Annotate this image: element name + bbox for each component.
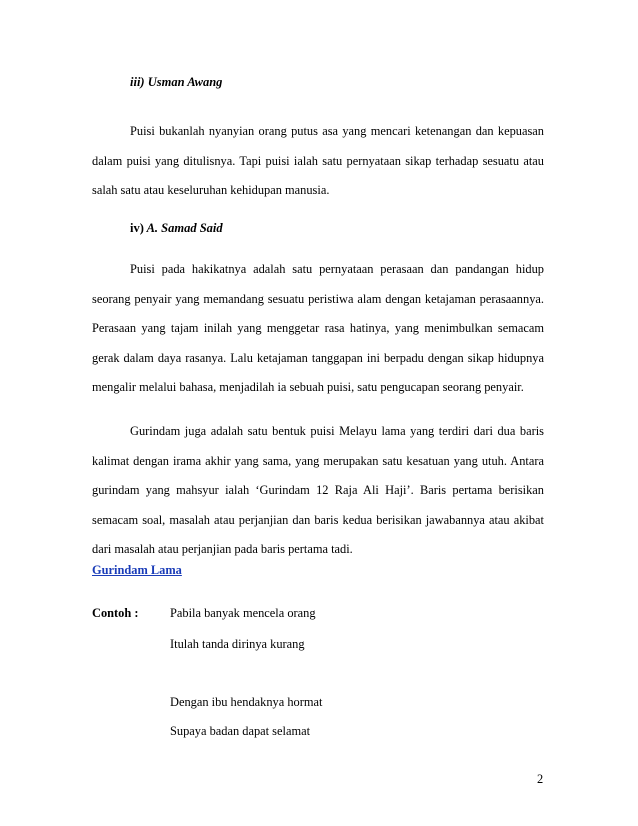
gurindam-lama-link[interactable]: Gurindam Lama: [92, 563, 182, 577]
paragraph-usman-awang: Puisi bukanlah nyanyian orang putus asa yang mencari ketenangan dan kepuasan dalam puisi yang ditulisnya. Tapi puisi ialah satu pernyataan sikap terhadap sesuatu atau salah satu atau keseluruhan kehidupan manusia.: [92, 124, 544, 197]
contoh-label: Contoh :: [92, 606, 139, 620]
section-heading-usman-awang: [130, 75, 222, 90]
verse-line: Supaya badan dapat selamat: [170, 724, 311, 738]
heading-number: iii): [130, 75, 145, 89]
paragraph-gurindam: Gurindam juga adalah satu bentuk puisi Melayu lama yang terdiri dari dua baris kalimat dengan irama akhir yang sama, yang merupakan satu kesatuan yang utuh. Antara gurindam yang mahsyur ialah ‘Gurindam 12 Raja Ali Haji’. Baris pertama berisikan semacam soal, masalah atau perjanjian dan baris kedua berisikan jawabannya atau akibat dari masalah atau perjanjian pada baris pertama tadi.: [92, 424, 544, 556]
paragraph-samad-said: Puisi pada hakikatnya adalah satu pernyataan perasaan dan pandangan hidup seorang penyair yang memandang sesuatu peristiwa alam dengan ketajaman perasaannya. Perasaan yang tajam inilah yang menggetar rasa hatinya, yang menimbulkan semacam gerak dalam daya rasanya. Lalu ketajaman tanggapan ini berpadu dengan sikap hidupnya mengalir melalui bahasa, menjadilah ia sebuah puisi, satu pengucapan seorang penyair.: [92, 262, 544, 394]
verse-line: Dengan ibu hendaknya hormat: [170, 695, 323, 709]
heading-name: Usman Awang: [147, 75, 223, 89]
heading-number: iv): [130, 221, 144, 235]
section-heading-samad-said: [130, 221, 223, 236]
heading-name: A. Samad Said: [146, 221, 223, 235]
verse-line: Itulah tanda dirinya kurang: [170, 637, 305, 651]
verse-line: Pabila banyak mencela orang: [170, 606, 316, 620]
page-number: 2: [537, 772, 544, 786]
